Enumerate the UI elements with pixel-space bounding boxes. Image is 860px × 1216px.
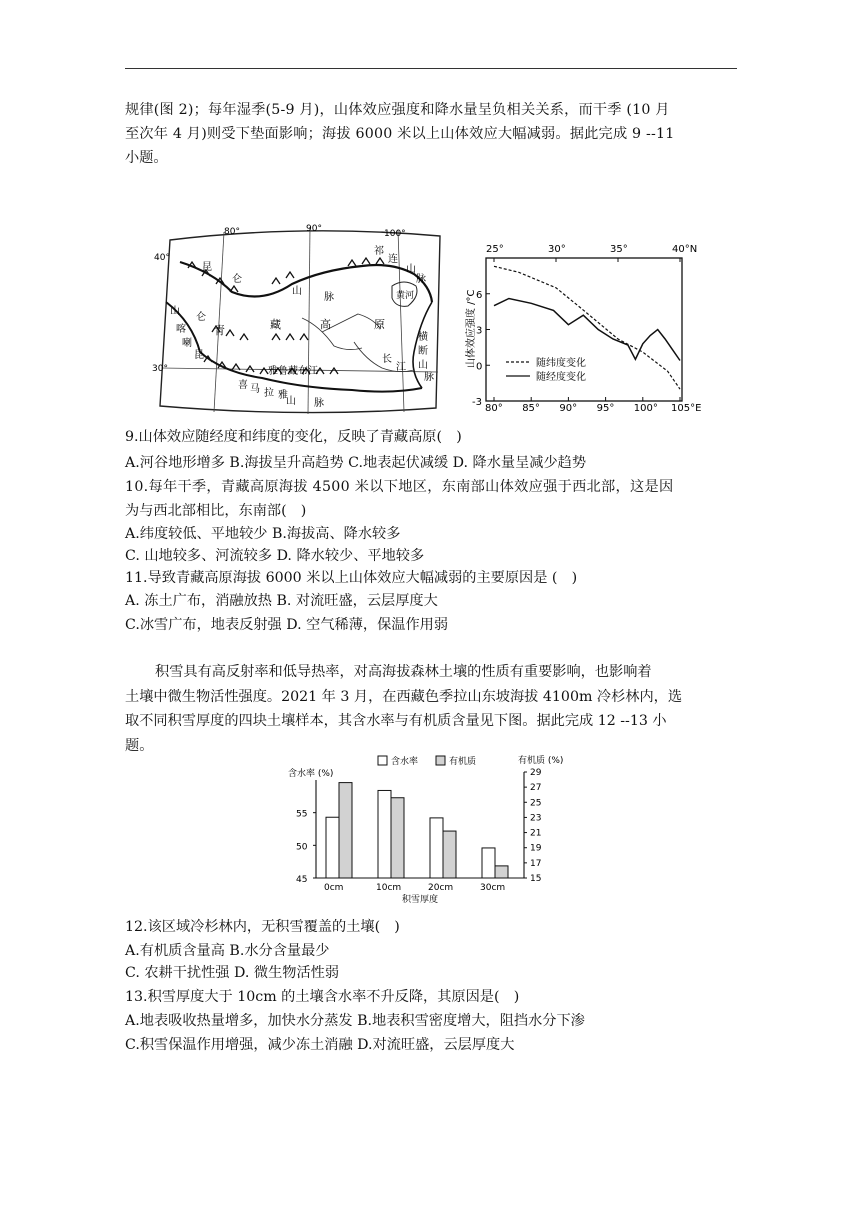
snow-soil-bar-chart <box>282 752 582 910</box>
legend-swatch <box>436 756 445 765</box>
passage-line: 积雪具有高反射率和低导热率，对高海拔森林土壤的性质有重要影响，也影响着 <box>155 664 652 680</box>
lon-label: 90° <box>306 224 322 234</box>
legend-label: 含水率 <box>391 757 419 767</box>
map-place-label: 昆 <box>194 350 204 361</box>
map-place-label: 连 <box>388 254 398 265</box>
intro-line: 小题。 <box>125 150 168 166</box>
question-11-options: A. 冻土广布，消融放热 B. 对流旺盛，云层厚度大 <box>125 593 438 609</box>
header-rule <box>125 68 737 69</box>
lon-label: 80° <box>224 227 240 237</box>
map-place-label: 雅鲁藏布江 <box>268 366 318 377</box>
map-place-label: 山 <box>406 264 416 275</box>
question-13-stem: 13.积雪厚度大于 10cm 的土壤含水率不升反降，其原因是( ) <box>125 989 520 1005</box>
map-place-label: 高 <box>320 318 331 331</box>
question-10-options: A.纬度较低、平地较少 B.海拔高、降水较多 <box>125 526 401 542</box>
question-10-options: C. 山地较多、河流较多 D. 降水较少、平地较多 <box>125 548 425 564</box>
map-place-label: 祁 <box>374 246 384 257</box>
question-10-stem: 10.每年干季，青藏高原海拔 4500 米以下地区，东南部山体效应强于西北部，这是因 <box>125 479 674 495</box>
top-tick-label: 25° <box>486 244 504 255</box>
bottom-tick-label: 95° <box>596 403 615 412</box>
question-12-options: C. 农耕干扰性强 D. 微生物活性弱 <box>125 965 340 981</box>
bar <box>443 831 456 878</box>
bar <box>326 817 339 878</box>
map-place-label: 长 <box>382 354 392 365</box>
category-label: 30cm <box>480 883 506 893</box>
map-place-label: 脉 <box>324 292 334 303</box>
question-9-stem: 9.山体效应随经度和纬度的变化，反映了青藏高原( ) <box>125 429 462 445</box>
mountain-effect-line-chart <box>462 240 714 412</box>
tibet-plateau-map <box>152 222 448 414</box>
map-place-label: 喀 <box>176 324 186 335</box>
question-10-stem-cont: 为与西北部相比，东南部( ) <box>125 503 307 519</box>
right-tick-label: 23 <box>530 813 542 824</box>
bar-chart-right-axis-label: 有机质 (%) <box>518 756 564 766</box>
right-tick-label: 15 <box>530 874 542 884</box>
y-tick-label: 3 <box>476 325 483 337</box>
question-12-stem: 12.该区域冷杉林内，无积雪覆盖的土壤( ) <box>125 919 400 935</box>
intro-paragraph <box>125 98 737 170</box>
legend-label: 随纬度变化 <box>536 358 586 369</box>
map-place-label: 喜 <box>238 380 248 391</box>
map-place-label: 断 <box>418 346 428 357</box>
legend-swatch <box>378 756 387 765</box>
category-label: 10cm <box>376 883 402 893</box>
bottom-tick-label: 80° <box>485 403 503 412</box>
right-tick-label: 25 <box>530 798 542 809</box>
right-tick-label: 29 <box>530 768 542 778</box>
map-place-label: 马 <box>250 384 260 395</box>
question-12-options: A.有机质含量高 B.水分含量最少 <box>125 943 330 959</box>
left-tick-label: 55 <box>296 809 308 820</box>
left-tick-label: 45 <box>296 875 308 885</box>
question-11-options: C.冰雪广布，地表反射强 D. 空气稀薄，保温作用弱 <box>125 617 449 633</box>
map-place-label: 江 <box>396 362 406 373</box>
passage-2 <box>125 660 737 758</box>
legend-label: 随经度变化 <box>536 372 586 383</box>
lon-label: 100° <box>384 229 406 239</box>
map-place-label: 脉 <box>416 274 426 285</box>
y-tick-label: -3 <box>472 397 482 408</box>
top-tick-label: 35° <box>610 244 628 255</box>
bar <box>482 848 495 878</box>
left-tick-label: 50 <box>296 842 308 853</box>
map-place-label: 喇 <box>182 338 192 349</box>
bottom-tick-label: 105°E <box>671 403 702 412</box>
map-place-label: 黄河 <box>396 291 415 301</box>
lat-label: 40° <box>154 253 170 263</box>
top-tick-label: 30° <box>548 244 566 255</box>
passage-line: 题。 <box>125 737 154 754</box>
map-place-label: 脉 <box>314 398 324 409</box>
lat-label: 30° <box>152 364 168 374</box>
right-tick-label: 17 <box>530 858 542 869</box>
question-13-options: C.积雪保温作用增强，减少冻土消融 D.对流旺盛，云层厚度大 <box>125 1037 515 1053</box>
map-place-label: 昆 <box>202 262 212 273</box>
right-tick-label: 21 <box>530 828 542 839</box>
map-place-label: 雅 <box>278 390 288 401</box>
y-tick-label: 6 <box>476 289 483 301</box>
right-tick-label: 19 <box>530 843 542 854</box>
series-line <box>494 266 680 389</box>
bar-chart-xlabel: 积雪厚度 <box>402 895 439 905</box>
category-label: 0cm <box>324 883 344 893</box>
bar <box>391 798 404 878</box>
bar <box>495 866 508 878</box>
intro-line: 规律(图 2)；每年湿季(5-9 月)，山体效应强度和降水量呈负相关关系，而干季 (10 月 <box>125 102 670 118</box>
category-label: 20cm <box>428 883 454 893</box>
question-11-stem: 11.导致青藏高原海拔 6000 米以上山体效应大幅减弱的主要原因是 ( ) <box>125 570 578 586</box>
passage-line: 取不同积雪厚度的四块土壤样本，其含水率与有机质含量见下图。据此完成 12 --13 小 <box>125 713 667 729</box>
bottom-tick-label: 100° <box>633 403 658 412</box>
map-place-label: 山 <box>286 396 296 407</box>
top-tick-label: 40°N <box>672 244 698 255</box>
question-13-options: A.地表吸收热量增多，加快水分蒸发 B.地表积雪密度增大，阻挡水分下渗 <box>125 1013 585 1029</box>
bar <box>430 818 443 878</box>
map-place-label: 原 <box>374 318 385 331</box>
bottom-tick-label: 90° <box>559 403 578 412</box>
map-place-label: 藏 <box>270 318 281 331</box>
bottom-tick-label: 85° <box>522 403 540 412</box>
map-place-label: 仑 <box>196 312 206 323</box>
bar <box>378 790 391 878</box>
map-place-label: 山 <box>170 306 180 317</box>
map-place-label: 山 <box>292 286 302 297</box>
map-place-label: 青 <box>214 324 225 337</box>
question-9-options: A.河谷地形增多 B.海拔呈升高趋势 C.地表起伏减缓 D. 降水量呈减少趋势 <box>125 455 587 471</box>
legend-label: 有机质 <box>449 757 477 767</box>
bar <box>339 783 352 878</box>
passage-line: 土壤中微生物活性强度。2021 年 3 月，在西藏色季拉山东坡海拔 4100m 冷杉林内，选 <box>125 688 683 705</box>
map-place-label: 仑 <box>232 274 242 285</box>
series-line <box>494 299 680 361</box>
y-tick-label: 0 <box>476 361 483 373</box>
map-place-label: 拉 <box>264 388 274 399</box>
bar-chart-left-axis-label: 含水率 (%) <box>288 769 334 779</box>
map-place-label: 脉 <box>424 372 434 383</box>
intro-line: 至次年 4 月)则受下垫面影响；海拔 6000 米以上山体效应大幅减弱。据此完成 9 --11 <box>125 126 675 142</box>
right-tick-label: 27 <box>530 783 542 794</box>
map-place-label: 横 <box>418 332 428 343</box>
map-place-label: 山 <box>418 360 428 371</box>
line-chart-ylabel: 山体效应强度 /°C <box>466 289 477 368</box>
